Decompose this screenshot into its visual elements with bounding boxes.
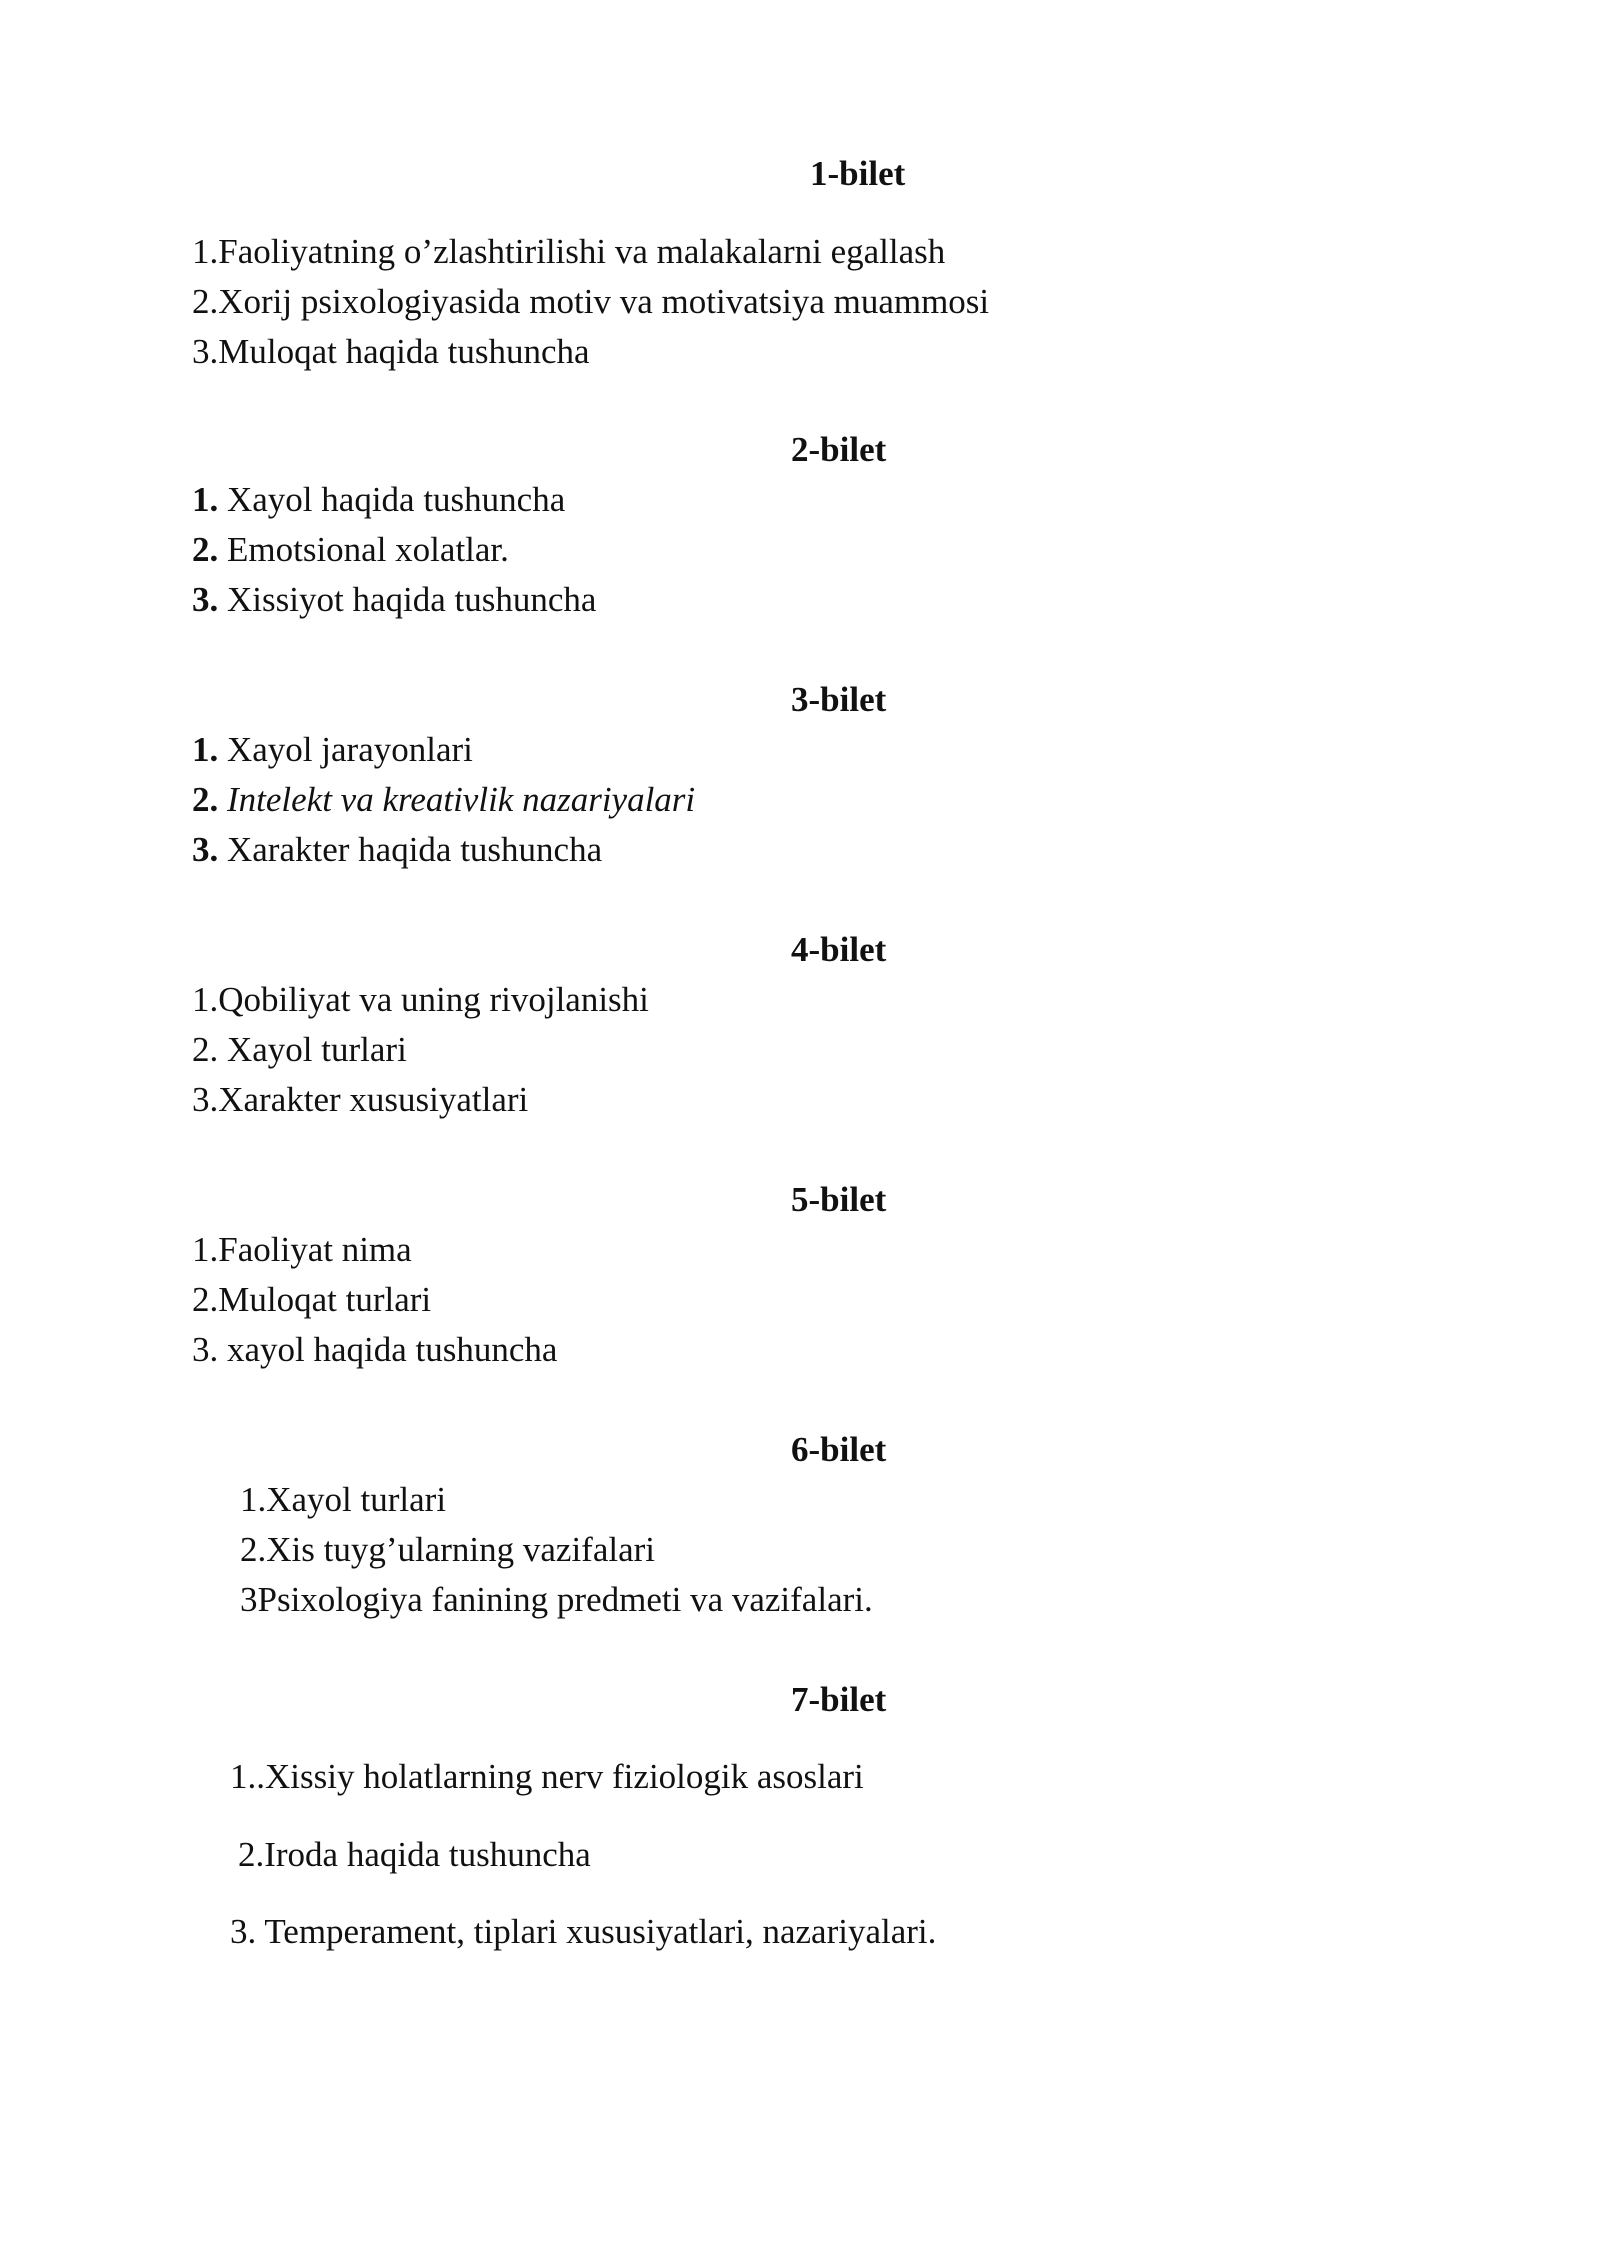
ticket-3-title: 3-bilet (791, 680, 887, 719)
ticket-3-question-1 (192, 730, 473, 770)
ticket-7-question-1: 1..Xissiy holatlarning nerv fiziologik asoslari (230, 1757, 864, 1796)
ticket-5-question-3: 3. xayol haqida tushuncha (192, 1330, 558, 1369)
ticket-6-question-1: 1.Xayol turlari (240, 1480, 447, 1519)
ticket-2-question-1-text: Xayol haqida tushuncha (218, 480, 566, 519)
ticket-3-question-2-number: 2. (192, 780, 219, 819)
ticket-2-question-3 (192, 580, 596, 620)
ticket-4-question-3: 3.Xarakter xususiyatlari (192, 1080, 529, 1119)
ticket-2-question-3-number: 3. (192, 580, 219, 619)
ticket-5-question-2: 2.Muloqat turlari (192, 1280, 432, 1319)
ticket-3-question-1-text: Xayol jarayonlari (218, 730, 473, 769)
ticket-6-question-2: 2.Xis tuyg’ularning vazifalari (240, 1530, 656, 1569)
ticket-2-question-3-text: Xissiyot haqida tushuncha (218, 580, 597, 619)
ticket-5-title: 5-bilet (791, 1180, 887, 1219)
ticket-2-question-1-number: 1. (192, 480, 219, 519)
ticket-1-question-2: 2.Xorij psixologiyasida motiv va motivatsiya muammosi (192, 282, 990, 321)
ticket-3-question-3-text: Xarakter haqida tushuncha (218, 830, 603, 869)
ticket-7-question-2: 2.Iroda haqida tushuncha (238, 1835, 591, 1874)
ticket-1-question-1: 1.Faoliyatning o’zlashtirilishi va malakalarni egallash (192, 232, 946, 271)
ticket-4-question-2: 2. Xayol turlari (192, 1030, 407, 1069)
ticket-3-question-3-number: 3. (192, 830, 219, 869)
ticket-6-question-3: 3Psixologiya fanining predmeti va vazifalari. (240, 1580, 873, 1619)
ticket-3-question-1-number: 1. (192, 730, 219, 769)
ticket-1-title: 1-bilet (810, 154, 906, 193)
ticket-2-question-2-text: Emotsional xolatlar. (218, 530, 509, 569)
ticket-3-question-2-text: Intelekt va kreativlik nazariyalari (218, 780, 696, 819)
ticket-2-question-2 (192, 530, 509, 570)
ticket-5-question-1: 1.Faoliyat nima (192, 1230, 412, 1269)
ticket-7-title: 7-bilet (791, 1680, 887, 1719)
ticket-1-question-3: 3.Muloqat haqida tushuncha (192, 332, 590, 371)
ticket-4-title: 4-bilet (791, 930, 887, 969)
ticket-3-question-3 (192, 830, 602, 870)
ticket-4-question-1: 1.Qobiliyat va uning rivojlanishi (192, 980, 649, 1019)
ticket-3-question-2 (192, 780, 695, 820)
ticket-2-question-1 (192, 480, 565, 520)
ticket-7-question-3: 3. Temperament, tiplari xususiyatlari, nazariyalari. (230, 1912, 937, 1951)
ticket-6-title: 6-bilet (791, 1430, 887, 1469)
ticket-2-question-2-number: 2. (192, 530, 219, 569)
ticket-2-title: 2-bilet (791, 430, 887, 469)
